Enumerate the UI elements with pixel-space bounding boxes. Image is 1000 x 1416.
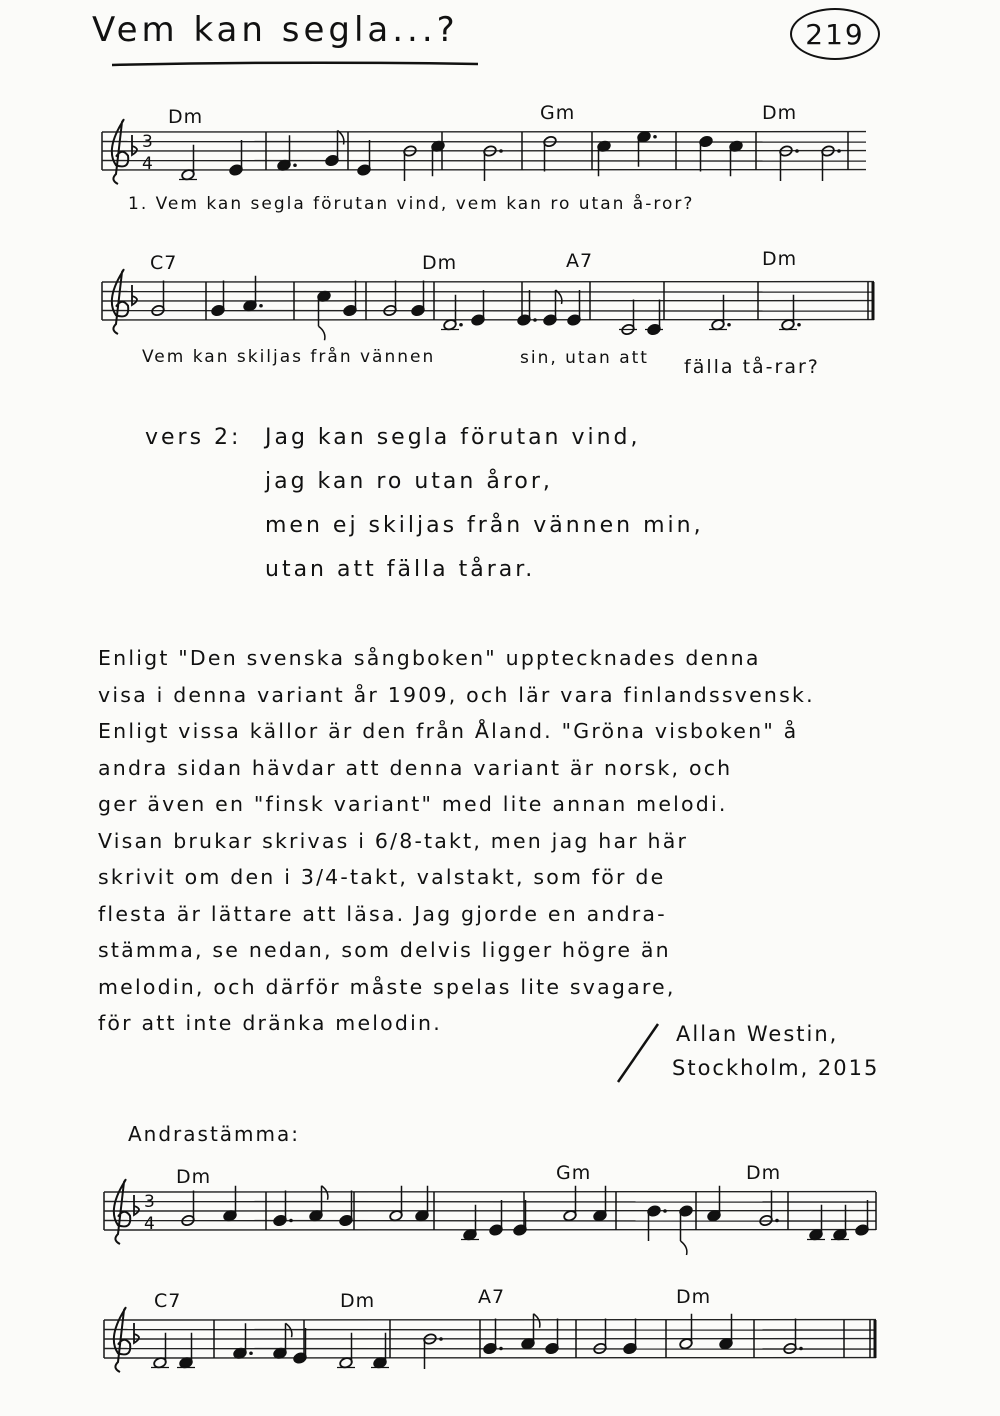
staff-line bbox=[104, 1330, 876, 1331]
chord-label: A7 bbox=[566, 250, 594, 272]
chord-label: Dm bbox=[746, 1162, 782, 1184]
notes-line: Enligt vissa källor är den från Åland. "Gröna visboken" å bbox=[98, 719, 799, 743]
verse-line: men ej skiljas från vännen min, bbox=[265, 513, 704, 538]
note-dot bbox=[663, 1209, 667, 1213]
notes-line: skrivit om den i 3/4-takt, valstakt, som för de bbox=[98, 865, 666, 889]
chord-label: Gm bbox=[540, 102, 576, 124]
note-flag bbox=[338, 131, 344, 145]
flat-icon bbox=[134, 1195, 139, 1215]
note-flag bbox=[319, 326, 325, 340]
chord-label: Gm bbox=[556, 1162, 592, 1184]
song-title: Vem kan segla...? bbox=[92, 10, 459, 50]
chord-label: Dm bbox=[340, 1290, 376, 1312]
notes-line: för att inte dränka melodin. bbox=[98, 1011, 442, 1035]
signature-name: Allan Westin, bbox=[676, 1022, 839, 1046]
verse-line: jag kan ro utan åror, bbox=[265, 469, 553, 494]
notes-line: andra sidan hävdar att denna variant är norsk, och bbox=[98, 755, 733, 780]
lyrics-line-2b: sin, utan att bbox=[520, 348, 649, 368]
note-dot bbox=[533, 318, 537, 322]
note-dot bbox=[795, 149, 799, 153]
second-voice-label: Andrastämma: bbox=[128, 1122, 301, 1146]
notes-line: ger även en "finsk variant" med lite annan melodi. bbox=[98, 792, 728, 816]
signature-slash bbox=[612, 1022, 662, 1084]
time-signature-bottom: 4 bbox=[142, 154, 153, 175]
chord-label: Dm bbox=[176, 1166, 212, 1188]
time-signature-top: 3 bbox=[142, 132, 153, 153]
note-flag bbox=[322, 1186, 328, 1200]
chord-label: Dm bbox=[168, 106, 204, 128]
chord-label: C7 bbox=[154, 1290, 182, 1312]
title-underline bbox=[110, 60, 480, 68]
note-dot bbox=[249, 1351, 253, 1355]
note-dot bbox=[459, 323, 463, 327]
lyrics-line-2c: fälla tå-rar? bbox=[684, 356, 820, 378]
melody-staff-1 bbox=[98, 118, 868, 198]
lyrics-line-2a: Vem kan skiljas från vännen bbox=[142, 347, 436, 367]
note-flag bbox=[681, 1241, 687, 1255]
signature-place: Stockholm, 2015 bbox=[672, 1056, 880, 1080]
lyrics-line-1: 1. Vem kan segla förutan vind, vem kan ro utan å-ror? bbox=[128, 194, 695, 214]
note-dot bbox=[797, 323, 801, 327]
flat-icon bbox=[132, 135, 137, 155]
note-dot bbox=[837, 149, 841, 153]
notes-paragraph bbox=[98, 640, 978, 1042]
treble-clef-icon bbox=[112, 120, 128, 184]
note-dot bbox=[775, 1219, 779, 1223]
note-dot bbox=[653, 135, 657, 139]
flat-icon bbox=[132, 285, 137, 305]
notes-line: flesta är lättare att läsa. Jag gjorde en andra- bbox=[98, 901, 667, 926]
time-signature-top: 3 bbox=[144, 1192, 155, 1213]
notes-line: Enligt "Den svenska sångboken" upptecknades denna bbox=[98, 646, 761, 670]
staff-line bbox=[102, 142, 866, 143]
flat-icon bbox=[134, 1323, 139, 1343]
note-dot bbox=[289, 1219, 293, 1223]
note-dot bbox=[499, 149, 503, 153]
note-flag bbox=[534, 1314, 540, 1328]
note-dot bbox=[799, 1347, 803, 1351]
treble-clef-icon bbox=[114, 1308, 130, 1372]
verse-line: utan att fälla tårar. bbox=[265, 557, 536, 582]
time-signature-bottom: 4 bbox=[144, 1214, 155, 1235]
notes-line: Visan brukar skrivas i 6/8-takt, men jag har här bbox=[98, 828, 689, 853]
second-voice-staff-2 bbox=[100, 1304, 880, 1396]
second-voice-staff-1 bbox=[100, 1178, 880, 1266]
chord-label: Dm bbox=[762, 248, 798, 270]
chord-label: Dm bbox=[762, 102, 798, 124]
verse-label: vers 2: bbox=[145, 425, 242, 450]
notes-line: stämma, se nedan, som delvis ligger högre än bbox=[98, 938, 671, 962]
note-dot bbox=[727, 323, 731, 327]
verse-line: Jag kan segla förutan vind, bbox=[265, 425, 641, 450]
treble-clef-icon bbox=[112, 270, 128, 334]
note-dot bbox=[439, 1337, 443, 1341]
chord-label: Dm bbox=[422, 252, 458, 274]
staff-line bbox=[104, 1202, 876, 1203]
chord-label: C7 bbox=[150, 252, 178, 274]
note-dot bbox=[499, 1347, 503, 1351]
note-dot bbox=[259, 304, 263, 308]
notes-line: melodin, och därför måste spelas lite svagare, bbox=[98, 974, 676, 999]
page-number: 219 bbox=[805, 17, 865, 51]
chord-label: A7 bbox=[478, 1286, 506, 1308]
chord-label: Dm bbox=[676, 1286, 712, 1308]
note-dot bbox=[293, 163, 297, 167]
page-number-badge bbox=[790, 8, 880, 60]
notes-line: visa i denna variant år 1909, och lär vara finlandssvensk. bbox=[98, 682, 815, 707]
treble-clef-icon bbox=[114, 1180, 130, 1244]
